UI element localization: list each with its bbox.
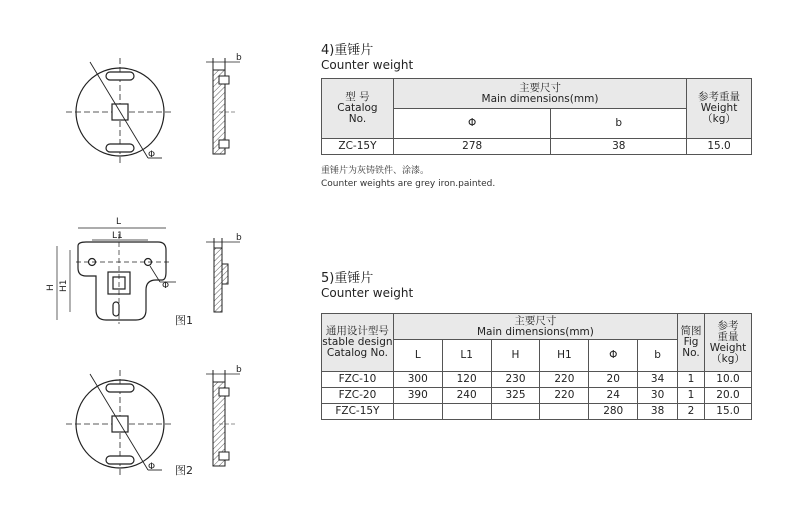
phi-label-bottom: Φ bbox=[148, 462, 156, 472]
header-model bbox=[322, 314, 394, 372]
cell-phi: 24 bbox=[589, 388, 638, 404]
header-weight-cn1: 参考 bbox=[717, 319, 739, 332]
cell-H: 230 bbox=[491, 372, 540, 388]
header-fig-cn: 简图 bbox=[680, 325, 702, 337]
cell-L bbox=[393, 404, 442, 420]
header-phi: Φ bbox=[589, 340, 638, 372]
section4-heading bbox=[321, 43, 413, 73]
fig1-label: 图1 bbox=[175, 314, 193, 327]
cell-b: 34 bbox=[638, 372, 678, 388]
round-weight-front-view-bottom bbox=[66, 370, 174, 478]
table-row bbox=[322, 388, 752, 404]
header-dims-en: Main dimensions(mm) bbox=[481, 92, 599, 105]
cell-H bbox=[491, 404, 540, 420]
round-weight-side-view-top bbox=[206, 58, 240, 154]
header-dims-cn: 主要尺寸 bbox=[518, 81, 561, 94]
cell-L: 390 bbox=[393, 388, 442, 404]
header-weight-cn2: 重量 bbox=[717, 330, 739, 343]
cell-L1: 120 bbox=[442, 372, 491, 388]
section5-title-cn: 5)重锤片 bbox=[321, 271, 374, 286]
L-label: L bbox=[116, 217, 122, 227]
H1-label: H1 bbox=[59, 279, 69, 292]
cell-L1: 240 bbox=[442, 388, 491, 404]
fig2-label: 图2 bbox=[175, 464, 193, 477]
technical-drawings bbox=[0, 0, 300, 506]
header-H1: H1 bbox=[540, 340, 589, 372]
header-weight-cn: 参考重量 bbox=[698, 91, 741, 103]
cell-model: FZC-15Y bbox=[322, 404, 394, 420]
plate-weight-side-view bbox=[206, 238, 240, 312]
header-L: L bbox=[393, 340, 442, 372]
cell-fig: 2 bbox=[678, 404, 705, 420]
cell-weight: 20.0 bbox=[704, 388, 751, 404]
cell-H1 bbox=[540, 404, 589, 420]
cell-model: ZC-15Y bbox=[322, 139, 394, 155]
header-model-cn: 通用设计型号 bbox=[325, 325, 389, 337]
section4-table bbox=[321, 78, 752, 155]
header-dims-en: Main dimensions(mm) bbox=[476, 325, 594, 338]
plate-weight-front-view bbox=[57, 228, 176, 324]
L1-label: L1 bbox=[112, 231, 123, 241]
header-main-dimensions bbox=[393, 314, 677, 340]
cell-H1: 220 bbox=[540, 372, 589, 388]
round-weight-side-view-bottom bbox=[206, 370, 240, 466]
cell-phi: 280 bbox=[589, 404, 638, 420]
phi-label-top: Φ bbox=[148, 150, 156, 160]
header-b: b bbox=[638, 340, 678, 372]
cell-L1 bbox=[442, 404, 491, 420]
cell-b: 38 bbox=[638, 404, 678, 420]
cell-b: 38 bbox=[551, 139, 687, 155]
cell-model: FZC-10 bbox=[322, 372, 394, 388]
drawings-svg bbox=[0, 0, 300, 506]
H-label: H bbox=[46, 284, 56, 291]
header-dims-cn: 主要尺寸 bbox=[514, 314, 557, 327]
section4-title-en: Counter weight bbox=[321, 58, 414, 72]
cell-b: 30 bbox=[638, 388, 678, 404]
cell-model: FZC-20 bbox=[322, 388, 394, 404]
phi-label-middle: Φ bbox=[162, 281, 170, 291]
section5-heading bbox=[321, 271, 413, 301]
header-weight-en: Weight（kg） bbox=[700, 102, 738, 125]
header-model-en1: stable design bbox=[322, 336, 393, 348]
header-main-dimensions bbox=[393, 79, 686, 109]
cell-L: 300 bbox=[393, 372, 442, 388]
section4-note-cn: 重锤片为灰铸铁件、涂漆。 bbox=[321, 166, 430, 176]
cell-phi: 20 bbox=[589, 372, 638, 388]
header-model-en2: Catalog No. bbox=[326, 347, 388, 359]
header-weight bbox=[687, 79, 752, 139]
cell-H1: 220 bbox=[540, 388, 589, 404]
header-model-en1: Catalog bbox=[337, 102, 378, 114]
cell-weight: 10.0 bbox=[704, 372, 751, 388]
cell-fig: 1 bbox=[678, 372, 705, 388]
cell-H: 325 bbox=[491, 388, 540, 404]
section5-title-en: Counter weight bbox=[321, 286, 414, 300]
header-H: H bbox=[491, 340, 540, 372]
header-weight-en1: Weight bbox=[709, 341, 747, 354]
section4-title-cn: 4)重锤片 bbox=[321, 43, 374, 58]
header-fig-en2: No. bbox=[682, 347, 700, 359]
section4-note-en: Counter weights are grey iron.painted. bbox=[321, 179, 496, 189]
table-row bbox=[322, 404, 752, 420]
header-fig-en1: Fig bbox=[683, 336, 699, 348]
header-b: b bbox=[551, 109, 687, 139]
header-model-cn: 型 号 bbox=[345, 91, 370, 103]
b-label-middle: b bbox=[236, 233, 242, 243]
cell-weight: 15.0 bbox=[687, 139, 752, 155]
b-label-bottom: b bbox=[236, 365, 242, 375]
header-model-en2: No. bbox=[348, 113, 367, 125]
table-row bbox=[322, 139, 752, 155]
cell-phi: 278 bbox=[393, 139, 551, 155]
section5-table bbox=[321, 313, 752, 420]
header-model bbox=[322, 79, 394, 139]
header-L1: L1 bbox=[442, 340, 491, 372]
b-label-top: b bbox=[236, 53, 242, 63]
cell-weight: 15.0 bbox=[704, 404, 751, 420]
header-weight-en2: （kg） bbox=[711, 352, 745, 365]
table-row bbox=[322, 372, 752, 388]
header-fig-no bbox=[678, 314, 705, 372]
header-weight bbox=[704, 314, 751, 372]
header-phi: Φ bbox=[393, 109, 551, 139]
cell-fig: 1 bbox=[678, 388, 705, 404]
round-weight-front-view-top bbox=[66, 58, 174, 166]
